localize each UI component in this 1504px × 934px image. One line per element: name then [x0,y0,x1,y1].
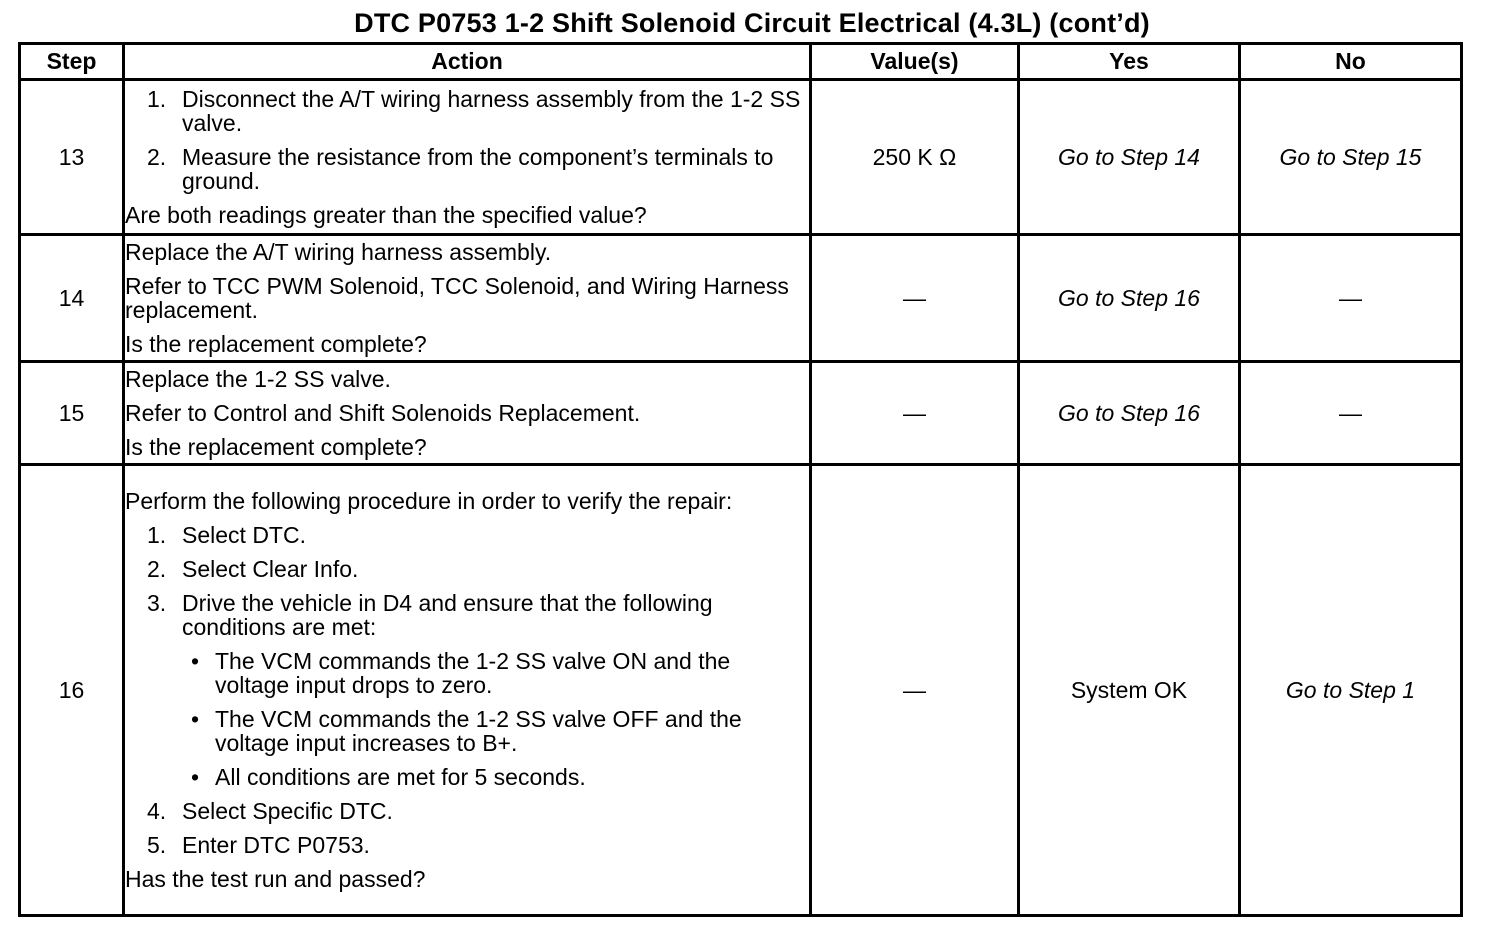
value-cell: — [811,465,1019,916]
no-cell: — [1240,362,1462,465]
no-cell: Go to Step 15 [1240,80,1462,235]
yes-cell: System OK [1019,465,1240,916]
header-no: No [1240,44,1462,80]
value-cell: — [811,235,1019,362]
yes-cell: Go to Step 14 [1019,80,1240,235]
action-question: Are both readings greater than the specified value? [125,202,647,228]
action-line: Replace the 1-2 SS valve. [125,366,391,392]
page-title: DTC P0753 1-2 Shift Solenoid Circuit Electrical (4.3L) (cont’d) [354,8,1150,38]
yes-cell: Go to Step 16 [1019,362,1240,465]
action-question: Has the test run and passed? [125,866,426,892]
table-row [20,235,1462,362]
table-row [20,465,1462,916]
no-cell: — [1240,235,1462,362]
step-number: 16 [20,465,124,916]
list-item: 2. Measure the resistance from the component’s terminals to ground. [147,144,774,194]
bullet-item: • The VCM commands the 1-2 SS valve ON and the voltage input drops to zero. [191,648,731,698]
step-number: 14 [20,235,124,362]
list-item: 2. Select Clear Info. [147,556,359,582]
bullet-item: • All conditions are met for 5 seconds. [191,764,586,790]
action-line: Refer to Control and Shift Solenoids Replacement. [125,400,641,426]
list-item: 4. Select Specific DTC. [147,798,393,824]
table-row [20,362,1462,465]
header-row [20,44,1462,80]
table-row [20,80,1462,235]
action-question: Is the replacement complete? [125,331,427,357]
action-intro: Perform the following procedure in order to verify the repair: [125,488,733,514]
action-cell [124,465,811,916]
value-cell: 250 K Ω [811,80,1019,235]
list-item: 1. Disconnect the A/T wiring harness assembly from the 1-2 SS valve. [147,86,801,136]
list-item: 3. Drive the vehicle in D4 and ensure that the following conditions are met: [147,590,713,640]
header-values: Value(s) [811,44,1019,80]
list-item: 5. Enter DTC P0753. [147,832,370,858]
diagnostic-table [18,42,1463,917]
yes-cell: Go to Step 16 [1019,235,1240,362]
header-yes: Yes [1019,44,1240,80]
step-number: 13 [20,80,124,235]
list-item: 1. Select DTC. [147,522,306,548]
action-cell [124,235,811,362]
header-action: Action [124,44,811,80]
value-cell: — [811,362,1019,465]
action-cell [124,80,811,235]
action-cell [124,362,811,465]
action-line: Replace the A/T wiring harness assembly. [125,239,552,265]
bullet-item: • The VCM commands the 1-2 SS valve OFF and the voltage input increases to B+. [191,706,742,756]
step-number: 15 [20,362,124,465]
no-cell: Go to Step 1 [1240,465,1462,916]
header-step: Step [20,44,124,80]
action-line: Refer to TCC PWM Solenoid, TCC Solenoid, and Wiring Harness replacement. [125,273,789,323]
action-question: Is the replacement complete? [125,434,427,460]
